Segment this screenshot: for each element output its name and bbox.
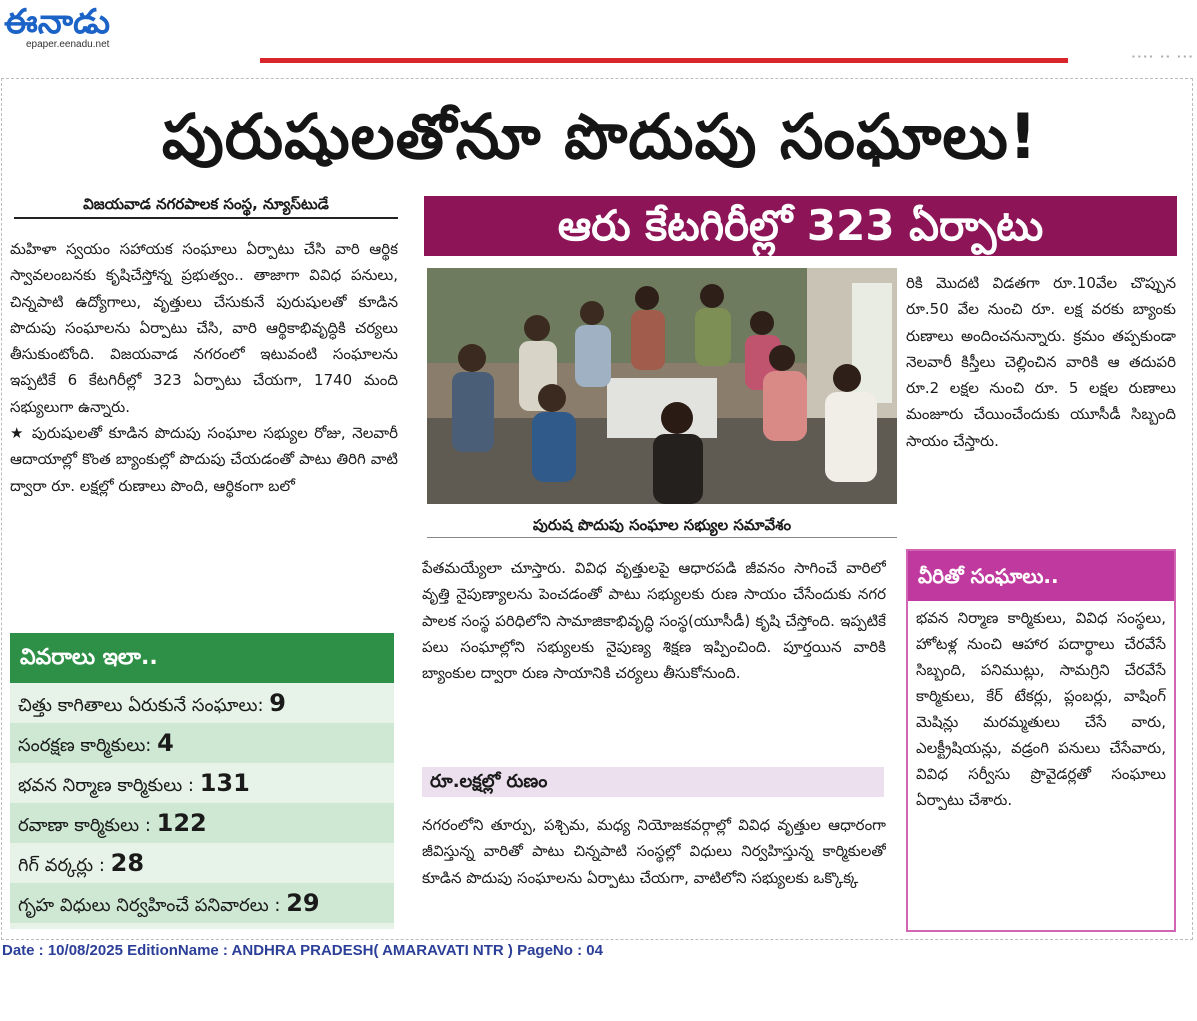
details-row-label: భవన నిర్మాణ కార్మికులు :	[18, 775, 194, 796]
article-column-2	[422, 555, 886, 760]
details-row-label: గృహ విధులు నిర్వహించే పనివారలు :	[18, 895, 281, 916]
details-row-value: 4	[157, 729, 174, 757]
details-box	[10, 633, 394, 929]
details-row	[10, 723, 394, 763]
edition-footer: Date : 10/08/2025 EditionName : ANDHRA PRADESH( AMARAVATI NTR ) PageNo : 04	[2, 942, 603, 959]
loans-subheading: రూ.లక్షల్లో రుణం	[422, 767, 884, 797]
column-3-paragraph-1: రికి మొదటి విడతగా రూ.10వేల చొప్పున రూ.50 వేల నుంచి రూ. లక్ష వరకు బ్యాంకు రుణాలు అందించనున్నారు. క్రమం తప్పకుండా నెలవారీ కిస్తీలు చెల్లించిన వారికి ఆ తదుపరి రూ.2 లక్షల నుంచి రూ. 5 లక్షల రుణాలు మంజూరు చేయించేందుకు యూసీడీ సిబ్బంది సాయం చేస్తారు.	[906, 274, 1176, 450]
epaper-url[interactable]: epaper.eenadu.net	[26, 39, 110, 50]
members-box	[906, 549, 1176, 932]
svg-text:ఈనాడు: ఈనాడు	[4, 2, 111, 40]
details-row	[10, 883, 394, 923]
article-byline: విజయవాడ నగరపాలక సంస్థ, న్యూస్‌టుడే	[14, 195, 398, 219]
eenadu-logo-mark	[2, 2, 142, 40]
details-row	[10, 683, 394, 723]
meeting-photo	[427, 268, 897, 504]
details-row-label: రవాణా కార్మికులు :	[18, 815, 151, 836]
details-row-label: సంరక్షణ కార్మికులు:	[18, 735, 152, 756]
eenadu-logo[interactable]	[2, 2, 142, 52]
page-edge-marks: ▪▪▪▪ ▪▪ ▪▪▪	[1132, 52, 1195, 61]
members-box-title: వీరితో సంఘాలు..	[908, 551, 1174, 601]
article-headline: పురుషులతోనూ పొదుపు సంఘాలు!	[161, 100, 1039, 173]
meeting-photo-illustration	[427, 268, 897, 504]
details-row	[10, 843, 394, 883]
details-box-title: వివరాలు ఇలా..	[10, 633, 394, 683]
members-box-text: భవన నిర్మాణ కార్మికులు, వివిధ సంస్థలు, హోటళ్ల నుంచి ఆహార పదార్థాలు చేరవేసే సిబ్బంది, పనిముట్లు, సామగ్రిని చేరవేసే కార్మికులు, కేర్ టేకర్లు, ప్లంబర్లు, వాషింగ్ మెషిన్లు మరమ్మతులు చేసే వారు, ఎలక్ట్రీషియన్లు, వడ్రంగి పనులు చేసేవారు, వివిధ సర్వీసు ప్రొవైడర్లతో సంఘాలు ఏర్పాటు చేశారు.	[916, 609, 1166, 809]
column-1-paragraph-2: ★ పురుషులతో కూడిన పొదుపు సంఘాల సభ్యుల రోజు, నెలవారీ ఆదాయాల్లో కొంత బ్యాంకుల్లో పొదుపు చేయడంతో పాటు తిరిగి వాటి ద్వారా రూ. లక్షల్లో రుణాలు పొంది, ఆర్థికంగా బలో	[10, 424, 398, 495]
column-2-paragraph-1: పేతమయ్యేలా చూస్తారు. వివిధ వృత్తులపై ఆధారపడి జీవనం సాగించే వారిలో వృత్తి నైపుణ్యాలను పెంచడంతో పాటు సభ్యులకు రుణ సాయం చేసేందుకు నగర పాలక సంస్థ పరిధిలోని సామాజికాభివృద్ధి సంస్థ(యూసీడీ) కృషి చేస్తోంది. ఇప్పటికే పలు సంఘాల్లోని సభ్యులకు నైపుణ్య శిక్షణ ఇప్పించింది. పూర్తయిన వారికి బ్యాంకుల ద్వారా రుణ సాయానికి చర్యలు తీసుకోనుంది.	[422, 559, 886, 683]
photo-caption: పురుష పొదుపు సంఘాల సభ్యుల సమావేశం	[427, 512, 897, 538]
details-row	[10, 803, 394, 843]
column-2-paragraph-2: నగరంలోని తూర్పు, పశ్చిమ, మధ్య నియోజకవర్గాల్లో వివిధ వృత్తుల ఆధారంగా జీవిస్తున్న వారితో పాటు చిన్నపాటి సంస్థల్లో విధులు నిర్వహిస్తున్న కార్మికులతో కూడిన పొదుపు సంఘాలను ఏర్పాటు చేయగా, వాటిలోని సభ్యులకు ఒక్కొక్క	[422, 816, 886, 887]
details-row-value: 29	[286, 889, 320, 917]
details-row-value: 122	[156, 809, 207, 837]
masthead-rule	[260, 58, 1068, 63]
subheadline-banner: ఆరు కేటగిరీల్లో 323 ఏర్పాటు	[424, 196, 1177, 256]
article-column-1	[10, 236, 398, 612]
details-row	[10, 763, 394, 803]
details-row-label: చిత్తు కాగితాలు ఏరుకునే సంఘాలు:	[18, 695, 264, 716]
details-row-value: 131	[199, 769, 250, 797]
article-column-3	[906, 270, 1176, 532]
details-row-value: 28	[110, 849, 145, 877]
article-column-2-continued	[422, 812, 886, 932]
column-1-paragraph-1: మహిళా స్వయం సహాయక సంఘాలు ఏర్పాటు చేసి వారి ఆర్థిక స్వావలంబనకు కృషిచేస్తోన్న ప్రభుత్వం.. తాజాగా వివిధ పనులు, చిన్నపాటి ఉద్యోగాలు, వృత్తులు చేసుకునే పురుషులతో కూడిన పొదుపు సంఘాలను ఏర్పాటు చేసి, వారి ఆర్థికాభివృద్ధికి చర్యలు తీసుకుంటోంది. విజయవాడ నగరంలో ఇటువంటి సంఘాలను ఇప్పటికే 6 కేటగిరీల్లో 323 ఏర్పాటు చేయగా, 1740 మంది సభ్యులుగా ఉన్నారు.	[10, 240, 398, 416]
details-row-value: 9	[269, 689, 286, 717]
details-row-label: గిగ్ వర్కర్లు :	[18, 855, 105, 876]
